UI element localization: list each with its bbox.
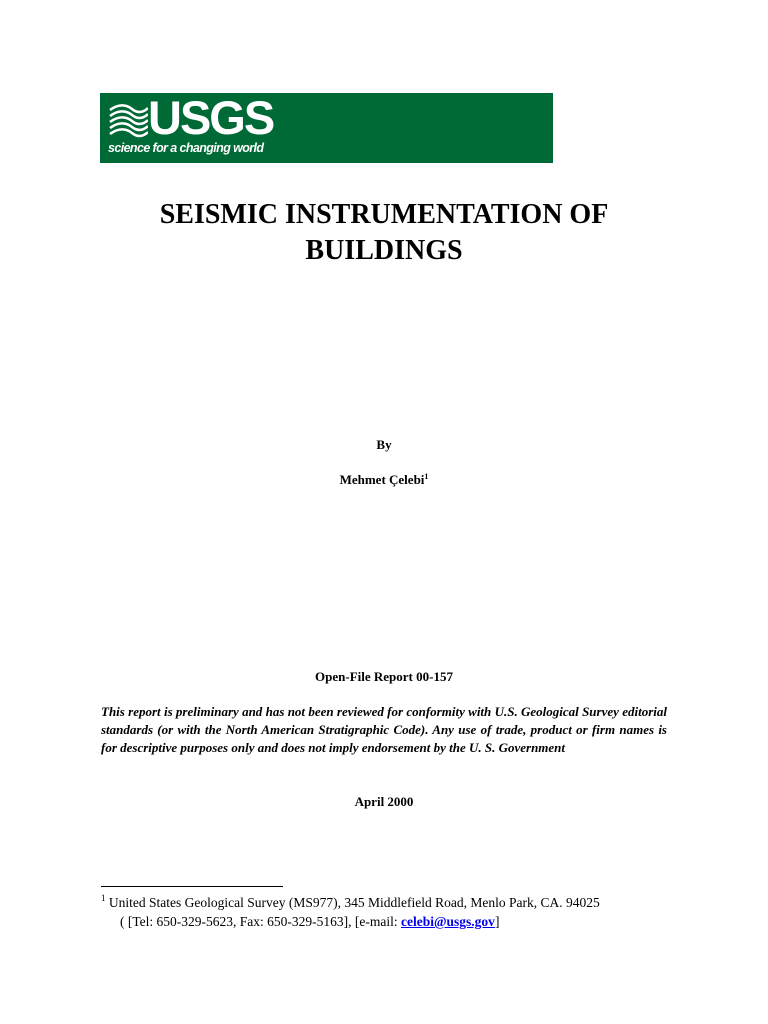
email-link[interactable]: celebi@usgs.gov	[401, 914, 495, 929]
footnote-line-2	[101, 912, 701, 931]
by-label: By	[376, 437, 392, 452]
footnote-marker: 1	[101, 893, 106, 903]
footnote-divider	[101, 886, 283, 887]
usgs-tagline: science for a changing world	[108, 141, 264, 155]
document-title	[0, 197, 768, 269]
disclaimer-text: This report is preliminary and has not been reviewed for conformity with U.S. Geological Survey editorial standards (or with the North American Stratigraphic Code). Any use of trade, product or firm names is for descriptive purposes only and does not imply endorsement by the U. S. Government	[101, 704, 667, 755]
footnote-contact-suffix: ]	[494, 914, 500, 929]
report-number: Open-File Report 00-157	[315, 669, 453, 684]
author-footnote-marker: 1	[424, 472, 429, 481]
usgs-logo	[100, 93, 553, 163]
footnote	[101, 893, 701, 931]
footnote-line-1: United States Geological Survey (MS977), 345 Middlefield Road, Menlo Park, CA. 94025	[108, 895, 600, 910]
publication-date: April 2000	[354, 794, 414, 809]
author-text: Mehmet Çelebi	[339, 472, 425, 487]
author-name	[0, 471, 768, 489]
footnote-contact-prefix: ( [Tel: 650-329-5623, Fax: 650-329-5163], [e-mail:	[120, 914, 401, 929]
title-line-1: SEISMIC INSTRUMENTATION OF	[159, 199, 609, 230]
usgs-wave-icon	[108, 100, 148, 138]
title-line-2: BUILDINGS	[305, 235, 463, 266]
usgs-wordmark: USGS	[148, 91, 274, 144]
